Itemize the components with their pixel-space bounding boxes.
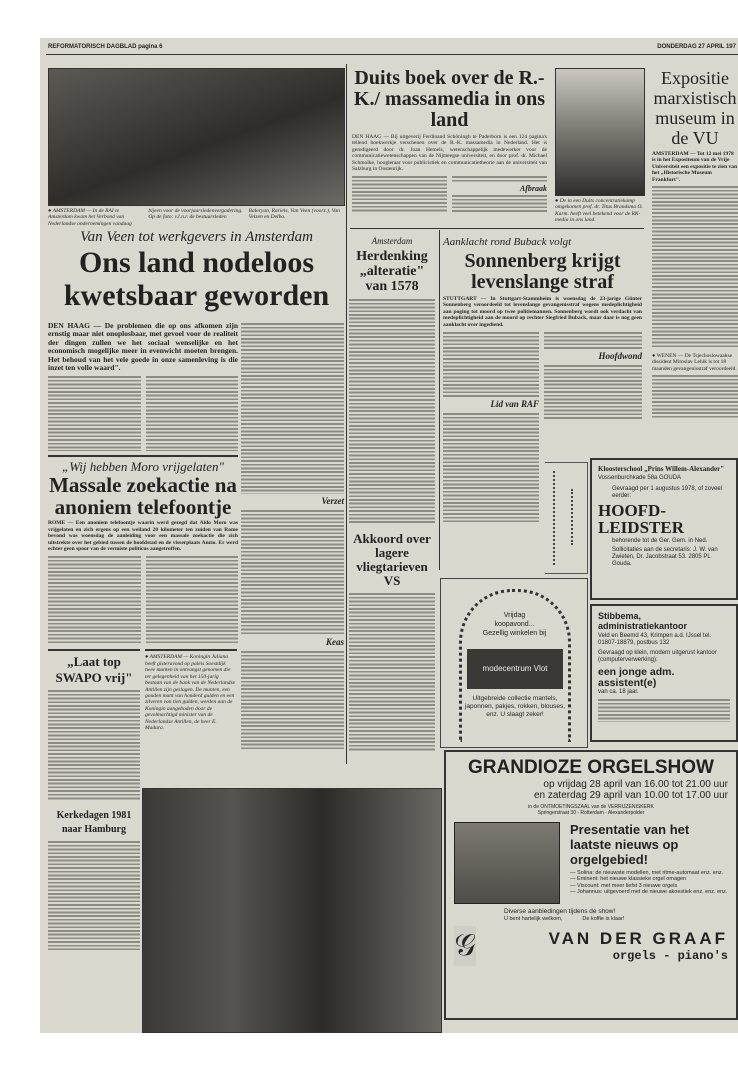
ad-orgel-date2: en zaterdag 29 april van 10.00 tot 17.00 uur: [533, 790, 728, 801]
main-headline: [48, 246, 345, 312]
herdenking-column: [349, 236, 435, 752]
section-rule: [145, 649, 237, 651]
ad-orgel-promo: Presentatie van het laatste nieuws op orgelgebied!: [570, 822, 690, 867]
section-rule: [48, 649, 140, 651]
list-item-text: Viscount: met meer liefst 3 nieuwe orgels: [577, 882, 678, 889]
body-text: [48, 375, 141, 451]
ad-orgel-date1: op vrijdag 28 april van 16.00 tot 21.00 uur: [543, 779, 728, 790]
duits-body-right: [452, 175, 547, 213]
ad-orgel-right: [570, 822, 728, 904]
ad-line: Gezellig winkelen bij: [482, 630, 547, 637]
ad-school-name: Kloosterschool „Prins Willem-Alexander": [598, 465, 725, 473]
ad-orgel-welcome-row: [504, 916, 728, 923]
ad-orgel-offer: Diverse aanbiedingen tijdens de show!: [504, 908, 616, 915]
kerkedagen-headline: Kerkedagen 1981 naar Hamburg: [56, 810, 132, 836]
herdenking-kicker: Amsterdam: [371, 236, 413, 246]
juliana-caption: ● AMSTERDAM — Koningin Juliana heeft gisteravond op paleis Soestdijk twee munten in ontvangst genomen die ter gelegenheid van het 150-jarig bestaan van de bank van de Nederlandse Antillen zijn geslagen. De munten, een gouden munt van honderd gulden en een zilveren van tien gulden, werden aan de Koningin aangeboden door de gevolmachtigd minister van de Nederlandse Antillen, de heer E. Madura.: [145, 654, 236, 731]
main-kicker: Van Veen tot werkgevers in Amsterdam: [80, 229, 313, 246]
body-text: [544, 331, 642, 349]
column-rule: [346, 64, 347, 764]
body-text: [48, 555, 141, 645]
ad-vlot-frame: [440, 578, 588, 748]
body-text: [598, 698, 730, 722]
ad-detail: van ca. 18 jaar.: [598, 689, 639, 695]
swapo-headline: „Laat top SWAPO vrij": [55, 654, 133, 686]
organ-illustration: [454, 822, 560, 904]
ad-vlot-intro: [467, 611, 562, 638]
ad-orgel-title: GRANDIOZE ORGELSHOW: [468, 757, 714, 778]
ad-orgel-middle: [454, 822, 728, 904]
moro-kicker: „Wij hebben Moro vrijgelaten": [61, 459, 225, 475]
header-rule: [46, 54, 738, 55]
expositie-column: [652, 68, 738, 418]
photo-juliana-coins: [142, 788, 442, 1033]
sonnenberg-left: [443, 331, 539, 522]
ad-school-address: Vossenburchkade 58a GOUDA: [598, 475, 682, 481]
ad-company-name: Stibbema, administratiekantoor: [598, 611, 688, 631]
body-text: [241, 650, 344, 750]
ad-company-address: Veld en Beemd 43, Krimpen a.d. IJssel tel. 01807-18879, postbus 132: [598, 633, 712, 646]
expositie-lead: AMSTERDAM — Tot 12 mei 1978 is in het Expositeum van de Vrije Universiteit een expositie te zien van het „Historische Museum Frankfurt".: [652, 151, 738, 183]
ad-orgel-address: Springerstraat 30 - Rotterdam - Alexanderpolder: [537, 810, 645, 816]
wenen-lead: ● WENEN — De Tsjechoslowaakse dissident Miroslav Lehik is tot 18 maanden gevangenisstraf veroordeeld.: [652, 353, 737, 372]
column-rule: [439, 230, 440, 570]
photo-caption: ● AMSTERDAM — In de RAI te Amsterdam kwam het Verbond van Nederlandse ondernemingen vandaag bijeen voor de voorjaarsledenvergadering. Op de foto: v.l.n.r. de bestuursleden Baleryan, Rariels, Van Veen (voorz.), Van Velzen en Delbo.: [48, 208, 340, 227]
body-text: [241, 322, 344, 494]
ad-orgel-brand-text: [481, 929, 728, 964]
duits-column: [352, 68, 547, 213]
expositie-headline: Expositie marxistisch museum in de VU: [653, 68, 737, 148]
dotted-ad-border: [545, 462, 588, 574]
section-rule: [350, 228, 644, 229]
ad-intro: Gevraagd op klein, modern uitgerust kantoor (computerverwerking):: [598, 650, 717, 663]
subhead-keas: Keas: [326, 637, 344, 647]
ad-orgelshow: [444, 750, 738, 1020]
main-body: [48, 375, 238, 451]
ad-orgel-venue: in de ONTMOETINGSZAAL van de VERRIJZENISKERK: [528, 804, 654, 810]
body-text: [652, 185, 738, 349]
body-text: [452, 175, 547, 183]
ad-orgel-coffee: De koffie is klaar!: [582, 916, 625, 922]
ad-stibbema: [590, 604, 738, 742]
ad-vlot-body: Uitgebreide collectie mantels, japonnen, pakjes, rokken, blouses, enz. U slaagt zeker!: [464, 695, 566, 718]
list-item: — Eminent: het nieuwe klassieke orgel omagen: [570, 876, 687, 883]
sonnenberg-kicker: Aanklacht rond Buback volgt: [443, 236, 572, 248]
sonnenberg-headline: Sonnenberg krijgt levenslange straf: [464, 250, 621, 293]
list-item-text: Eminent: het nieuwe klassieke orgel omagen: [577, 876, 687, 883]
sonnenberg-lead: STUTTGART — In Stuttgart-Stammheim is woensdag de 23-jarige Günter Sonnenberg veroordeeld tot levenslange gevangenisstraf wegens medeplichtigheid aan poging tot moord op twee politiemannen. Sonnenberg wordt ook verdacht van medeplichtigheid aan de moord op rechter Siegfried Buback, maar daar is nog geen aanklacht over ingediend.: [443, 296, 642, 328]
list-item: — Viscount: met meer liefst 3 nieuwe orgels: [570, 882, 678, 889]
akkoord-headline: Akkoord over lagere vliegtarieven VS: [353, 531, 431, 588]
body-text: [452, 194, 547, 212]
ad-position: HOOFD-LEIDSTER: [598, 501, 684, 537]
ad-intro: Gevraagd per 1 augustus 1978, of zoveel eerder:: [612, 486, 723, 499]
ad-vlot-logo: modecentrum Vlot: [467, 649, 563, 689]
body-text: [48, 689, 140, 801]
moro-headline: Massale zoekactie na anoniem telefoontje: [49, 473, 237, 520]
list-item-text: Johannus: uitgevoerd met de nieuwe akoestiek enz. enz. enz.: [577, 888, 728, 895]
subhead-afbraak: Afbraak: [519, 184, 547, 194]
duits-lead: DEN HAAG — Bij uitgeverij Ferdinand Schöningh te Paderborn is een 124 pagina's tellend boekwerkje verschenen over de R.-K. massamedia in Nederland. Het is geredigeerd door dr. Joan Hemels, wetenschappelijk medewerker voor de communicatiewetenschappen van de Nijmeegse universiteit, en door prof. dr. Michael Schmolke, hoogleraar voor publicistiek en communicatietheorie aan de universiteit van Salzburg in Oostenrijk.: [352, 134, 547, 173]
body-text: [652, 374, 738, 418]
main-headline-text: Ons land nodeloos kwetsbaar geworden: [63, 246, 330, 313]
ad-line: koopavond...: [494, 621, 535, 628]
paper-name: REFORMATORISCH DAGBLAD pagina 6: [48, 44, 163, 50]
ad-position: een jonge adm. assistent(e): [598, 666, 675, 689]
decorative-border: [553, 471, 557, 565]
photo-vno-meeting: [48, 68, 345, 206]
duits-body: [352, 175, 547, 213]
duits-headline: Duits boek over de R.-K./ massamedia in ons land: [353, 67, 546, 131]
subhead-verzet: Verzet: [321, 496, 344, 506]
ad-orgel-brand: VAN DER GRAAF: [548, 928, 728, 948]
portrait-column: [555, 68, 645, 224]
ad-note: behorende tot de Ger. Gem. in Ned.: [612, 538, 708, 544]
body-text: [146, 375, 239, 451]
body-text: [146, 555, 239, 645]
sonnenberg-right: [544, 331, 642, 420]
herdenking-headline: Herdenking „alteratie" van 1578: [356, 249, 428, 294]
decorative-border: [571, 489, 575, 545]
ad-orgel-list: [570, 870, 728, 895]
main-continuation-column: [241, 322, 344, 750]
body-text: [241, 509, 344, 635]
ad-orgel-brand-row: [454, 926, 728, 966]
ad-orgel-sub: orgels - piano's: [612, 948, 728, 963]
main-top-column: [48, 68, 345, 312]
van-der-graaf-logo: 𝒢: [454, 926, 476, 966]
body-text: [443, 331, 539, 397]
list-item-text: Solina: de nieuwste modellen, met ritme-automaat enz. enz.: [577, 870, 724, 876]
section-rule: [48, 455, 238, 457]
portrait-titus-brandsma: [555, 68, 645, 196]
subhead-lid-van-raf: Lid van RAF: [490, 399, 539, 410]
ad-contact: Sollicitaties aan de secretaris: J. W. van Zwieten, Dr. Jacobstraat 53. 2805 PL Gouda.: [612, 547, 718, 567]
body-text: [349, 592, 435, 752]
moro-body: [48, 555, 238, 645]
body-text: [544, 364, 642, 420]
newspaper-page: [40, 38, 738, 1033]
body-text: [443, 412, 539, 522]
list-item: — Johannus: uitgevoerd met de nieuwe akoestiek enz. enz. enz.: [570, 888, 728, 895]
ad-kloosterschool: [590, 458, 738, 600]
list-item: — Solina: de nieuwste modellen, met ritme-automaat enz. enz.: [570, 870, 724, 876]
body-text: [352, 175, 447, 213]
page-date: DONDERDAG 27 APRIL 197: [657, 44, 736, 50]
ad-line: Vrijdag: [503, 612, 526, 619]
ad-orgel-welcome: U bent hartelijk welkom,: [504, 916, 563, 922]
body-text: [349, 298, 435, 524]
main-lead: DEN HAAG — De problemen die op ons afkomen zijn ernstig maar niet onoplosbaar, met gevoel voor de realiteit der dingen zullen we het sociaal wenselijke en het economisch mogelijke meer in evenwicht moeten brengen. Het behoud van het vele goede in onze samenleving is die inzet ten volle waard".: [48, 321, 238, 373]
body-text: [48, 840, 140, 950]
portrait-caption: ● De in een Duits concentratiekamp omgekomen prof. dr. Titus Brandsma O. Karm. heeft veel betekend voor de RK-media in ons land.: [555, 198, 643, 224]
moro-lead: ROME — Een anoniem telefoontje waarin werd gezegd dat Aldo Moro was vrijgelaten en zich ergens op een weiland 20 kilometer ten zuiden van Rome bevond was woensdag de aanleiding voor een massale zoekactie die zich uitstrekte over het gebied tussen de hoofdstad en de visserplaats Anzio. Er werd echter geen spoor van de vermiste politicus aangetroffen.: [48, 520, 238, 553]
swapo-column: [48, 649, 140, 950]
subhead-hoofdwond: Hoofdwond: [598, 351, 642, 362]
